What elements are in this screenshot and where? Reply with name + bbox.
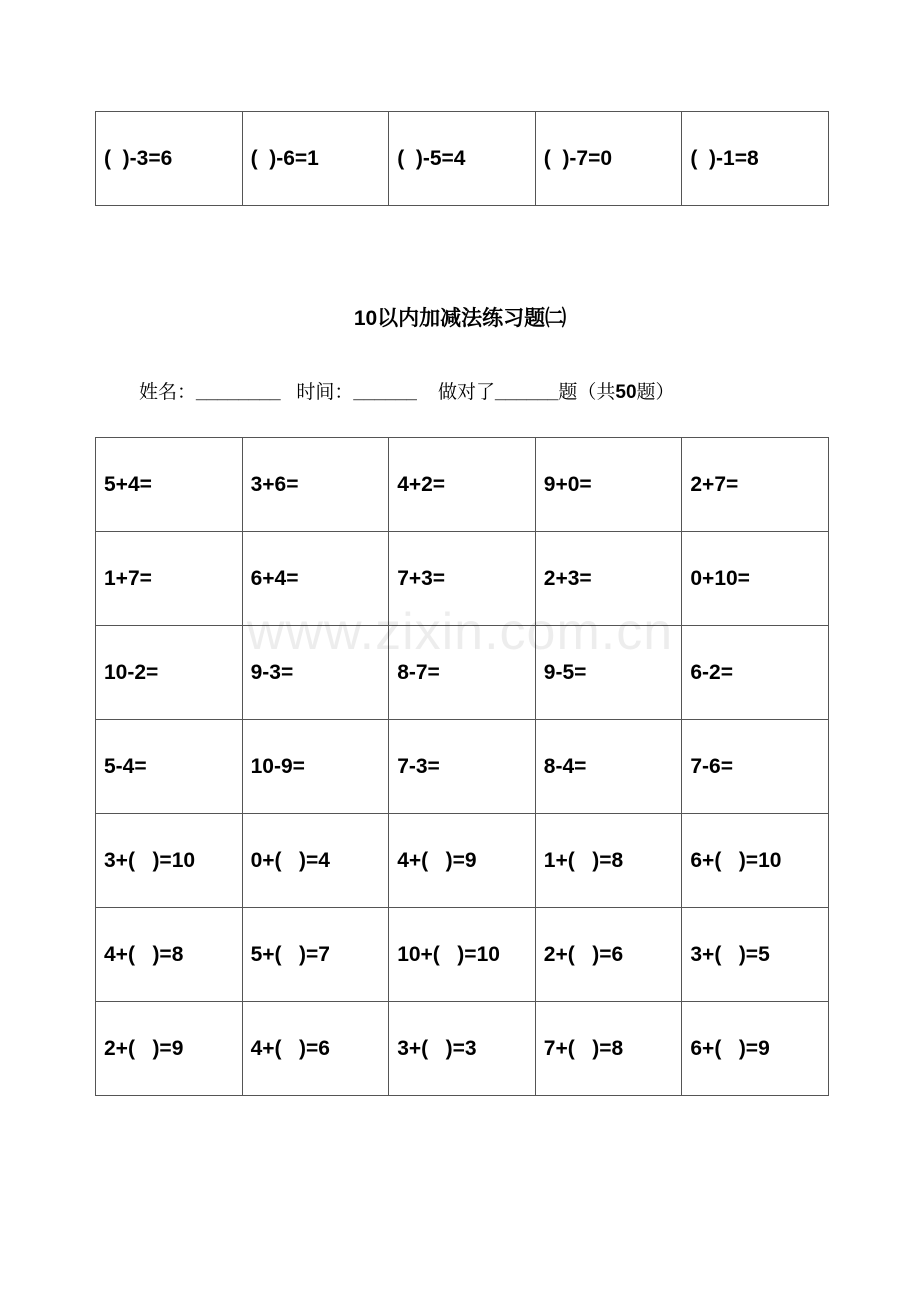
problem-cell: 4+2=	[389, 438, 536, 532]
time-blank: ______	[353, 382, 417, 403]
problem-cell: 6+( )=9	[682, 1002, 829, 1096]
problem-cell: 5+( )=7	[242, 908, 389, 1002]
total-count: 50	[615, 382, 637, 403]
time-label: 时间：	[296, 382, 354, 403]
problem-cell: 3+( )=10	[96, 814, 243, 908]
problem-cell: 0+10=	[682, 532, 829, 626]
total-suffix: 题）	[636, 382, 675, 403]
problem-cell: 2+7=	[682, 438, 829, 532]
problem-cell: 9+0=	[535, 438, 682, 532]
problem-cell: 9-5=	[535, 626, 682, 720]
student-info-line	[139, 377, 675, 404]
top-problem-table	[95, 111, 829, 206]
problem-cell: 7+3=	[389, 532, 536, 626]
problem-cell: 3+( )=5	[682, 908, 829, 1002]
problem-cell: ( )-3=6	[96, 112, 243, 206]
problem-cell: 2+3=	[535, 532, 682, 626]
problem-cell: 8-4=	[535, 720, 682, 814]
table-row	[96, 1002, 829, 1096]
problem-cell: 1+( )=8	[535, 814, 682, 908]
table-row	[96, 112, 829, 206]
page-title: 10以内加减法练习题㈡	[353, 307, 567, 330]
correct-suffix: 题（共	[558, 382, 616, 403]
watermark: www.zixin.com.cn	[246, 603, 674, 661]
name-blank: ________	[196, 382, 281, 403]
problem-cell: 5-4=	[96, 720, 243, 814]
problem-cell: 6+( )=10	[682, 814, 829, 908]
name-label: 姓名：	[139, 382, 197, 403]
problem-cell: 3+6=	[242, 438, 389, 532]
correct-label: 做对了	[437, 382, 495, 403]
correct-blank: ______	[494, 382, 559, 403]
problem-cell: ( )-6=1	[242, 112, 389, 206]
problem-cell: 1+7=	[96, 532, 243, 626]
problem-cell: 8-7=	[389, 626, 536, 720]
problem-cell: 7-6=	[682, 720, 829, 814]
table-row	[96, 626, 829, 720]
problem-cell: 10-2=	[96, 626, 243, 720]
table-row	[96, 438, 829, 532]
problem-cell: 10-9=	[242, 720, 389, 814]
problem-cell: 4+( )=8	[96, 908, 243, 1002]
table-row	[96, 908, 829, 1002]
main-problem-table	[95, 437, 829, 1096]
problem-cell: 5+4=	[96, 438, 243, 532]
problem-cell: 2+( )=6	[535, 908, 682, 1002]
problem-cell: 10+( )=10	[389, 908, 536, 1002]
problem-cell: 3+( )=3	[389, 1002, 536, 1096]
problem-cell: 6-2=	[682, 626, 829, 720]
problem-cell: 7+( )=8	[535, 1002, 682, 1096]
problem-cell: 9-3=	[242, 626, 389, 720]
problem-cell: 6+4=	[242, 532, 389, 626]
table-row	[96, 720, 829, 814]
problem-cell: 7-3=	[389, 720, 536, 814]
problem-cell: ( )-7=0	[535, 112, 682, 206]
problem-cell: ( )-1=8	[682, 112, 829, 206]
problem-cell: 0+( )=4	[242, 814, 389, 908]
table-row	[96, 532, 829, 626]
table-row	[96, 814, 829, 908]
problem-cell: 4+( )=9	[389, 814, 536, 908]
problem-cell: 4+( )=6	[242, 1002, 389, 1096]
problem-cell: ( )-5=4	[389, 112, 536, 206]
problem-cell: 2+( )=9	[96, 1002, 243, 1096]
